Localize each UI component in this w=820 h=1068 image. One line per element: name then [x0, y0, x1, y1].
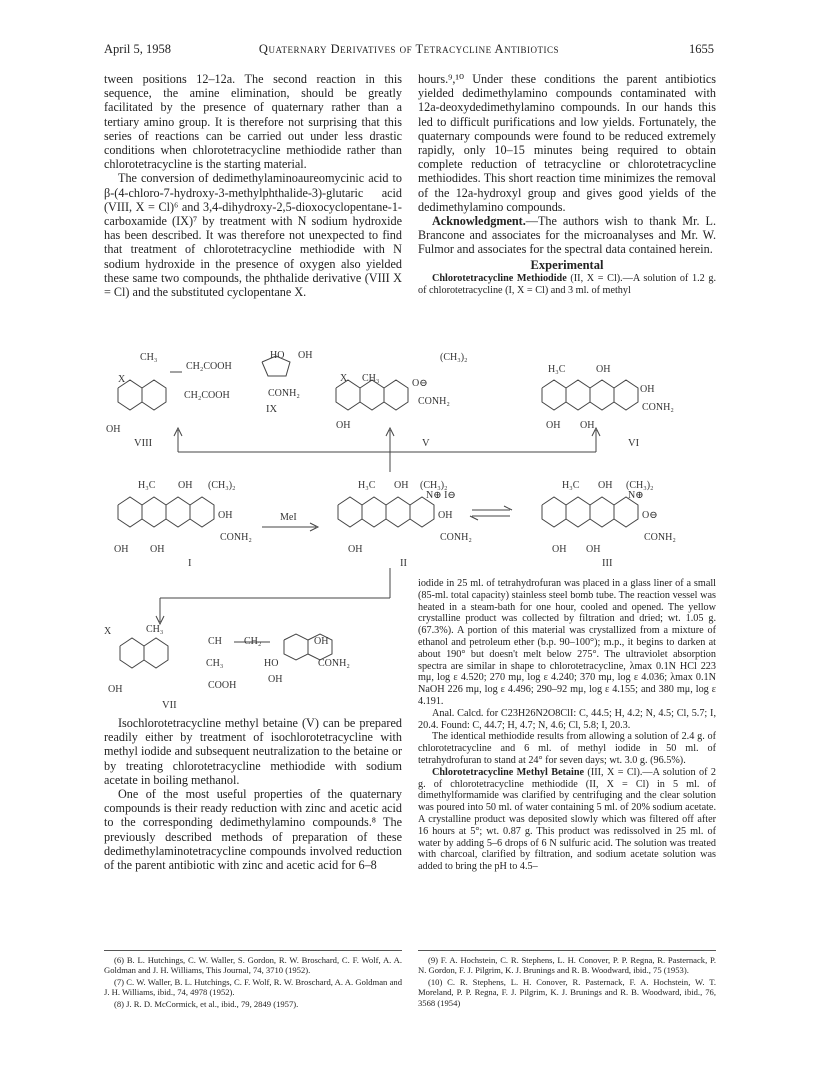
betaine-paragraph [418, 767, 716, 873]
header-date: April 5, 1958 [104, 42, 172, 56]
chem-ominus: O⊖ [412, 378, 428, 389]
compound-label-I: I [188, 558, 192, 569]
footnote: (8) J. R. D. McCormick, et al., ibid., 79, 2849 (1957). [114, 998, 299, 1009]
footnotes-left [104, 955, 402, 1010]
chem-oh: OH [150, 544, 165, 555]
chem-h3c: H₃C [548, 364, 566, 375]
chem-conh2: CONH₂ [220, 532, 252, 543]
paragraph: hours.⁹,¹⁰ Under these conditions the parent antibiotics yielded dedimethylamino compounds contaminated with 12a-deoxydedimethylamino compounds. In our hands this led to difficult purifications and low yields. Fortunately, the quaternary compounds were found to be reduced extremely rapidly, only 10–15 minutes being required to obtain complete reduction of tetracycline or chlorotetracycline methiodides. This short reaction time minimizes the removal of the 12a-hydroxyl group and gives good yields of the dedimethylamino compounds. [418, 72, 716, 214]
chem-nplus: N⊕ [628, 490, 644, 501]
right-column-top [418, 72, 716, 296]
paragraph: One of the most useful properties of the quaternary compounds is their ready reduction with zinc and acetic acid to the corresponding dedimethylamino compounds.⁸ The previously described methods of preparation of these dedimethylaminotetracycline compounds involved reduction of the parent antibiotic with zinc and acetic acid for 6–8 [104, 787, 402, 873]
chem-oh: OH [438, 510, 453, 521]
paragraph: Anal. Calcd. for C23H26N2O8ClI: C, 44.5; H, 4.2; N, 4.5; Cl, 5.7; I, 20.4. Found: C, 44.7; H, 4.7; N, 4.6; Cl, 5.8; I, 20.3. [418, 707, 716, 731]
right-column-bottom [418, 578, 716, 873]
chem-oh: OH [586, 544, 601, 555]
paragraph: The conversion of dedimethylaminoaureomycinic acid to β-(4-chloro-7-hydroxy-3-methylphthalide-3)-glutaric acid (VIII, X = Cl)⁶ and 3,4-dihydroxy-2,5-dioxocyclopentane-1-carboxamide (IX)⁷ by treatment with N sodium hydroxide has been described. It was therefore not unexpected to find that treatment of chlorotetracycline methiodide with N sodium hydroxide in the presence of oxygen also yielded these same two compounds, the phthalide derivative (VIII X = Cl) and the substituted cyclopentane X. [104, 171, 402, 300]
chem-oh: OH [596, 364, 611, 375]
chem-h3c: H₃C [358, 480, 376, 491]
chem-nme2: (CH₃)₂ [626, 480, 654, 491]
paragraph: tween positions 12–12a. The second reaction in this sequence, the amine elimination, should be greatly facilitated by the presence of quaternary rather than a tertiary amino group. It is therefore not surprising that this series of reactions can be carried out under less drastic conditions when chlorotetracycline methiodide rather than chlorotetracycline is the starting material. [104, 72, 402, 172]
chem-ch3: CH₃ [140, 352, 158, 363]
procedure-heading: Chlorotetracycline Methiodide [432, 272, 567, 284]
chem-cooh: COOH [208, 680, 237, 691]
chem-ho: HO [270, 350, 285, 361]
footnote-divider [418, 950, 716, 951]
chem-ch3: CH₃ [206, 658, 224, 669]
chem-oh: OH [314, 636, 329, 647]
chem-oh: OH [108, 684, 123, 695]
chem-x: X [340, 373, 348, 384]
procedure-text: (III, X = Cl).—A solution of 2 g. of chlorotetracycline methiodide (II, X = Cl) in 5 ml. of dimethylformamide was clarified by centrifuging and the clear solution was poured into 50 ml. of water containing 5 ml. of 20% sodium acetate. A crystalline product was deposited slowly which was filtered off after 16 hours at 5°; wt. 0.87 g. This product was redissolved in 25 ml. of water by adding 5–6 drops of 6 N sulfuric acid. The solution was treated with charcoal, clarified by filtration, and sodium acetate solution was added to bring the pH to 4.5– [418, 766, 716, 873]
chem-oh: OH [114, 544, 129, 555]
chem-conh2: CONH₂ [268, 388, 300, 399]
acknowledgment [418, 214, 716, 257]
chem-oh: OH [640, 384, 655, 395]
header-title: Quaternary Derivatives of Tetracycline Antibiotics [258, 42, 560, 56]
chem-conh2: CONH₂ [440, 532, 472, 543]
compound-label-VIII: VIII [134, 438, 153, 449]
compound-label-VII: VII [162, 700, 177, 711]
chem-oh: OH [268, 674, 283, 685]
chem-nme2: (CH₃)₂ [208, 480, 236, 491]
chem-conh2: CONH₂ [418, 396, 450, 407]
acknowledgment-text: —The authors wish to thank Mr. L. Brancone and associates for the microanalyses and Mr. W. Fulmor and associates for the spectral data contained herein. [418, 214, 716, 257]
chem-conh2: CONH₂ [642, 402, 674, 413]
chem-oh: OH [336, 420, 351, 431]
chem-h3c: H₃C [562, 480, 580, 491]
chem-ch3: CH₃ [146, 624, 164, 635]
chem-ch: CH [208, 636, 222, 647]
footnote: (10) C. R. Stephens, L. H. Conover, R. Pasternack, F. A. Hochstein, W. T. Moreland, P. P. Regna, F. J. Pilgrim, K. J. Brunings and R. B. Woodward, ibid., 76, 3568 (1954) [418, 976, 716, 1008]
chem-oh: OH [598, 480, 613, 491]
chem-oh: OH [546, 420, 561, 431]
chem-nplus-i: N⊕ I⊖ [426, 490, 456, 501]
chem-oh: OH [298, 350, 313, 361]
paragraph: Isochlorotetracycline methyl betaine (V) can be prepared readily either by treatment of isochlorotetracycline with methyl iodide and subsequent neutralization to the betaine or by treating chlorotetracycline methiodide with sodium acetate in boiling methanol. [104, 716, 402, 787]
running-header [104, 42, 714, 62]
reagent-mei: MeI [280, 512, 297, 523]
procedure-text: (II, X = Cl).—A solution of 1.2 g. of chlorotetracycline (I, X = Cl) and 3 ml. of methyl [418, 272, 716, 296]
footnote: (7) C. W. Waller, B. L. Hutchings, C. F. Wolf, R. W. Broschard, A. A. Goldman and J. H. Williams, ibid., 74, 4978 (1952). [104, 976, 402, 998]
experimental-heading: Experimental [530, 257, 604, 272]
experimental-first-paragraph [418, 273, 716, 297]
chem-ho: HO [264, 658, 279, 669]
chem-conh2: CONH₂ [318, 658, 350, 669]
compound-label-V: V [422, 438, 430, 449]
chem-oh: OH [218, 510, 233, 521]
chem-oh: OH [348, 544, 363, 555]
chem-x: X [118, 374, 126, 385]
compound-label-IX: IX [266, 404, 278, 415]
chem-oh: OH [394, 480, 409, 491]
footnote: (9) F. A. Hochstein, C. R. Stephens, L. H. Conover, P. P. Regna, R. Pasternack, P. N. Gordon, F. J. Pilgrim, K. J. Brunings and R. B. Woodward, ibid., 75 (1953). [418, 955, 716, 976]
compound-label-VI: VI [628, 438, 640, 449]
chem-ch2: CH₂ [244, 636, 262, 647]
chem-x: X [104, 626, 112, 637]
paragraph: iodide in 25 ml. of tetrahydrofuran was placed in a glass liner of a small (85-ml. total capacity) stainless steel bomb tube. The reaction vessel was heated in a steam-bath for one hour, cooled and opened. The yellow crystalline product was collected by filtration and dried; wt. 1.05 g. (67.3%). A portion of this material was crystallized from a mixture of ethanol and petroleum ether (b.p. 90–100°); m.p., it begins to darken at about 190° but doesn't melt below 275°. The ultraviolet absorption spectra are similar in shape to chlorotetracycline, λmax 0.1N HCl 223 mμ, log ε 4.520; 270 mμ, log ε 4.240; 370 mμ, log ε 4.036; λmax 0.1N NaOH 226 mμ, log ε 4.496; 290–92 mμ, log ε 4.155; and 380 mμ, log ε 4.191. [418, 578, 716, 707]
footnotes-right [418, 955, 716, 1009]
chem-oh: OH [580, 420, 595, 431]
left-column-bottom [104, 716, 402, 872]
procedure-heading: Chlorotetracycline Methyl Betaine [432, 766, 585, 778]
chem-oh: OH [552, 544, 567, 555]
chem-conh2: CONH₂ [644, 532, 676, 543]
acknowledgment-heading: Acknowledgment. [432, 214, 526, 229]
chem-oh: OH [178, 480, 193, 491]
paragraph: The identical methiodide results from allowing a solution of 2.4 g. of chlorotetracycline and 6 ml. of methyl iodide in 50 ml. of tetrahydrofuran to stand at 24° for seven days; wt. 3.0 g. (96.5%). [418, 731, 716, 766]
chem-oh: OH [106, 424, 121, 435]
chem-nme2: (CH₃)₂ [440, 352, 468, 363]
footnote: (6) B. L. Hutchings, C. W. Waller, S. Gordon, R. W. Broschard, C. F. Wolf, A. A. Goldman and J. H. Williams, This Journal, 74, 3710 (1952). [104, 955, 402, 976]
left-column-top [104, 72, 402, 299]
chem-h3c: H₃C [138, 480, 156, 491]
footnote-divider [104, 950, 402, 951]
compound-label-II: II [400, 558, 407, 569]
chem-ch2cooh: CH₂COOH [186, 361, 232, 372]
chem-nme2: (CH₃)₂ [420, 480, 448, 491]
chem-ch2cooh: CH₂COOH [184, 390, 230, 401]
compound-label-III: III [602, 558, 613, 569]
chem-ch3: CH₃ [362, 373, 380, 384]
header-page-number: 1655 [689, 42, 714, 56]
chem-ominus: O⊖ [642, 510, 658, 521]
